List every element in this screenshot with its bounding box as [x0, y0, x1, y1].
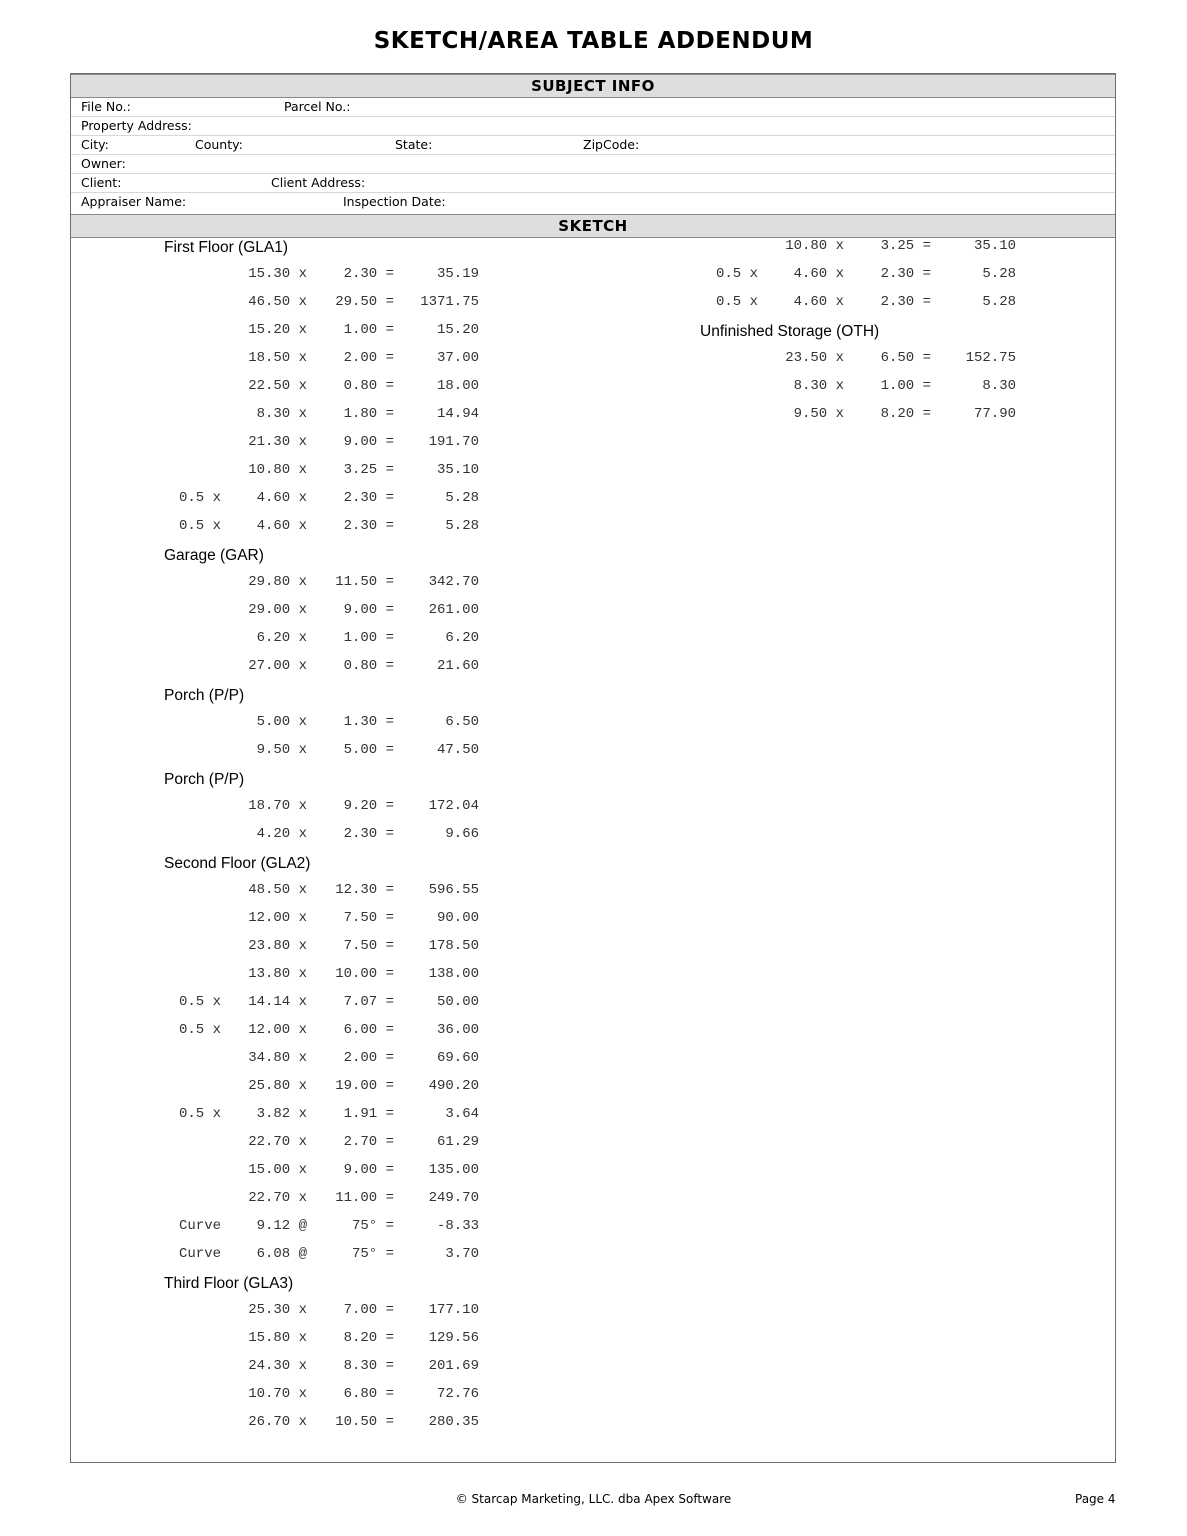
area-cell: 35.10 — [436, 462, 479, 478]
county-label: County: — [195, 137, 243, 152]
dimension-b-cell: 2.30 = — [343, 518, 394, 534]
multiplier-cell: 0.5 x — [178, 994, 221, 1010]
area-row — [71, 910, 491, 930]
zipcode-label: ZipCode: — [583, 137, 640, 152]
info-row-appraiser — [71, 193, 1115, 212]
footer-copyright: © Starcap Marketing, LLC. dba Apex Software — [455, 1492, 732, 1506]
area-cell: 61.29 — [436, 1134, 479, 1150]
area-row — [608, 294, 1028, 314]
group-title: Porch (P/P) — [164, 687, 245, 704]
inspection-date-label: Inspection Date: — [343, 194, 446, 209]
dimension-b-cell: 0.80 = — [343, 658, 394, 674]
dimension-b-cell: 2.30 = — [880, 294, 931, 310]
dimension-b-cell: 2.00 = — [343, 1050, 394, 1066]
area-row — [608, 378, 1028, 398]
dimension-b-cell: 6.80 = — [343, 1386, 394, 1402]
group-title: Porch (P/P) — [164, 771, 245, 788]
dimension-a-cell: 15.30 x — [248, 266, 307, 282]
area-cell: 596.55 — [428, 882, 479, 898]
dimension-b-cell: 1.80 = — [343, 406, 394, 422]
area-cell: 21.60 — [436, 658, 479, 674]
area-cell: 35.10 — [973, 238, 1016, 254]
area-cell: 172.04 — [428, 798, 479, 814]
page-number: Page 4 — [1075, 1492, 1116, 1506]
dimension-b-cell: 11.00 = — [335, 1190, 394, 1206]
area-row — [71, 1162, 491, 1182]
dimension-a-cell: 12.00 x — [248, 910, 307, 926]
group-title: Second Floor (GLA2) — [164, 855, 311, 872]
multiplier-cell: Curve — [178, 1218, 221, 1234]
area-row — [71, 462, 491, 482]
area-cell: 72.76 — [436, 1386, 479, 1402]
dimension-b-cell: 29.50 = — [335, 294, 394, 310]
file-no-label: File No.: — [81, 99, 131, 114]
dimension-b-cell: 8.20 = — [880, 406, 931, 422]
area-cell: -8.33 — [436, 1218, 479, 1234]
area-cell: 18.00 — [436, 378, 479, 394]
dimension-a-cell: 10.80 x — [785, 238, 844, 254]
area-row — [608, 266, 1028, 286]
dimension-a-cell: 12.00 x — [248, 1022, 307, 1038]
dimension-b-cell: 9.00 = — [343, 1162, 394, 1178]
area-cell: 201.69 — [428, 1358, 479, 1374]
area-row — [71, 826, 491, 846]
area-cell: 5.28 — [982, 294, 1016, 310]
dimension-a-cell: 6.08 @ — [256, 1246, 307, 1262]
area-row — [71, 1246, 491, 1266]
area-row — [71, 1218, 491, 1238]
area-row — [71, 798, 491, 818]
area-row — [71, 882, 491, 902]
dimension-b-cell: 1.91 = — [343, 1106, 394, 1122]
dimension-a-cell: 5.00 x — [256, 714, 307, 730]
area-row — [71, 1190, 491, 1210]
dimension-b-cell: 75° = — [351, 1246, 394, 1262]
group-title: First Floor (GLA1) — [164, 239, 289, 256]
area-row — [71, 574, 491, 594]
area-row — [71, 322, 491, 342]
sketch-header: SKETCH — [71, 214, 1115, 238]
dimension-b-cell: 7.07 = — [343, 994, 394, 1010]
dimension-a-cell: 22.70 x — [248, 1190, 307, 1206]
dimension-b-cell: 1.00 = — [343, 630, 394, 646]
info-row-file — [71, 98, 1115, 117]
area-cell: 5.28 — [445, 518, 479, 534]
dimension-a-cell: 6.20 x — [256, 630, 307, 646]
dimension-b-cell: 0.80 = — [343, 378, 394, 394]
dimension-a-cell: 4.60 x — [793, 266, 844, 282]
multiplier-cell: 0.5 x — [178, 518, 221, 534]
area-row — [71, 1358, 491, 1378]
dimension-b-cell: 11.50 = — [335, 574, 394, 590]
area-cell: 35.19 — [436, 266, 479, 282]
dimension-a-cell: 48.50 x — [248, 882, 307, 898]
dimension-b-cell: 3.25 = — [880, 238, 931, 254]
area-row — [71, 518, 491, 538]
dimension-b-cell: 7.50 = — [343, 910, 394, 926]
dimension-a-cell: 25.30 x — [248, 1302, 307, 1318]
dimension-a-cell: 29.80 x — [248, 574, 307, 590]
area-row — [71, 266, 491, 286]
addendum-frame — [70, 73, 1116, 1463]
multiplier-cell: 0.5 x — [715, 294, 758, 310]
area-cell: 135.00 — [428, 1162, 479, 1178]
dimension-a-cell: 4.20 x — [256, 826, 307, 842]
area-cell: 36.00 — [436, 1022, 479, 1038]
dimension-b-cell: 6.00 = — [343, 1022, 394, 1038]
area-row — [71, 1414, 491, 1434]
group-title: Garage (GAR) — [164, 547, 264, 564]
dimension-b-cell: 2.00 = — [343, 350, 394, 366]
area-cell: 50.00 — [436, 994, 479, 1010]
area-cell: 138.00 — [428, 966, 479, 982]
dimension-b-cell: 10.50 = — [335, 1414, 394, 1430]
dimension-a-cell: 23.50 x — [785, 350, 844, 366]
dimension-a-cell: 10.80 x — [248, 462, 307, 478]
owner-label: Owner: — [81, 156, 126, 171]
area-row — [71, 602, 491, 622]
dimension-a-cell: 15.20 x — [248, 322, 307, 338]
multiplier-cell: 0.5 x — [715, 266, 758, 282]
multiplier-cell: 0.5 x — [178, 1106, 221, 1122]
dimension-b-cell: 9.20 = — [343, 798, 394, 814]
multiplier-cell: 0.5 x — [178, 1022, 221, 1038]
client-address-label: Client Address: — [271, 175, 366, 190]
area-row — [71, 630, 491, 650]
area-cell: 77.90 — [973, 406, 1016, 422]
area-cell: 191.70 — [428, 434, 479, 450]
dimension-a-cell: 4.60 x — [256, 518, 307, 534]
group-title: Unfinished Storage (OTH) — [700, 323, 880, 340]
area-row — [71, 378, 491, 398]
area-row — [71, 294, 491, 314]
dimension-b-cell: 5.00 = — [343, 742, 394, 758]
dimension-a-cell: 15.00 x — [248, 1162, 307, 1178]
dimension-a-cell: 22.50 x — [248, 378, 307, 394]
area-row — [71, 1134, 491, 1154]
dimension-b-cell: 2.30 = — [343, 826, 394, 842]
area-cell: 152.75 — [965, 350, 1016, 366]
area-cell: 129.56 — [428, 1330, 479, 1346]
area-row — [71, 434, 491, 454]
area-cell: 249.70 — [428, 1190, 479, 1206]
dimension-a-cell: 4.60 x — [793, 294, 844, 310]
dimension-a-cell: 15.80 x — [248, 1330, 307, 1346]
dimension-b-cell: 9.00 = — [343, 434, 394, 450]
area-cell: 490.20 — [428, 1078, 479, 1094]
client-label: Client: — [81, 175, 122, 190]
dimension-b-cell: 8.30 = — [343, 1358, 394, 1374]
area-cell: 6.20 — [445, 630, 479, 646]
area-row — [608, 238, 1028, 258]
dimension-b-cell: 1.00 = — [343, 322, 394, 338]
dimension-a-cell: 9.50 x — [256, 742, 307, 758]
dimension-a-cell: 25.80 x — [248, 1078, 307, 1094]
area-cell: 69.60 — [436, 1050, 479, 1066]
area-row — [71, 1106, 491, 1126]
area-row — [71, 406, 491, 426]
dimension-a-cell: 8.30 x — [793, 378, 844, 394]
area-cell: 15.20 — [436, 322, 479, 338]
property-address-label: Property Address: — [81, 118, 192, 133]
dimension-b-cell: 2.30 = — [880, 266, 931, 282]
area-cell: 3.64 — [445, 1106, 479, 1122]
area-cell: 8.30 — [982, 378, 1016, 394]
dimension-a-cell: 8.30 x — [256, 406, 307, 422]
dimension-b-cell: 19.00 = — [335, 1078, 394, 1094]
area-cell: 90.00 — [436, 910, 479, 926]
area-row — [71, 490, 491, 510]
parcel-no-label: Parcel No.: — [284, 99, 351, 114]
dimension-a-cell: 9.12 @ — [256, 1218, 307, 1234]
dimension-a-cell: 34.80 x — [248, 1050, 307, 1066]
dimension-a-cell: 46.50 x — [248, 294, 307, 310]
area-cell: 1371.75 — [420, 294, 479, 310]
dimension-a-cell: 13.80 x — [248, 966, 307, 982]
dimension-b-cell: 6.50 = — [880, 350, 931, 366]
dimension-b-cell: 7.00 = — [343, 1302, 394, 1318]
dimension-b-cell: 2.30 = — [343, 266, 394, 282]
area-cell: 177.10 — [428, 1302, 479, 1318]
info-row-address — [71, 117, 1115, 136]
dimension-b-cell: 1.30 = — [343, 714, 394, 730]
area-cell: 9.66 — [445, 826, 479, 842]
dimension-b-cell: 2.30 = — [343, 490, 394, 506]
area-cell: 280.35 — [428, 1414, 479, 1430]
city-label: City: — [81, 137, 109, 152]
info-row-owner — [71, 155, 1115, 174]
area-row — [608, 406, 1028, 426]
dimension-b-cell: 10.00 = — [335, 966, 394, 982]
dimension-a-cell: 14.14 x — [248, 994, 307, 1010]
area-cell: 261.00 — [428, 602, 479, 618]
dimension-a-cell: 27.00 x — [248, 658, 307, 674]
multiplier-cell: Curve — [178, 1246, 221, 1262]
area-row — [71, 938, 491, 958]
dimension-a-cell: 21.30 x — [248, 434, 307, 450]
area-row — [71, 994, 491, 1014]
area-cell: 3.70 — [445, 1246, 479, 1262]
dimension-b-cell: 1.00 = — [880, 378, 931, 394]
dimension-b-cell: 12.30 = — [335, 882, 394, 898]
dimension-b-cell: 7.50 = — [343, 938, 394, 954]
area-cell: 5.28 — [982, 266, 1016, 282]
area-cell: 6.50 — [445, 714, 479, 730]
state-label: State: — [395, 137, 433, 152]
area-cell: 342.70 — [428, 574, 479, 590]
area-row — [71, 1022, 491, 1042]
area-row — [71, 742, 491, 762]
area-row — [71, 1050, 491, 1070]
dimension-a-cell: 26.70 x — [248, 1414, 307, 1430]
dimension-a-cell: 9.50 x — [793, 406, 844, 422]
area-cell: 178.50 — [428, 938, 479, 954]
area-row — [71, 1078, 491, 1098]
area-row — [71, 1386, 491, 1406]
dimension-b-cell: 3.25 = — [343, 462, 394, 478]
area-row — [608, 350, 1028, 370]
dimension-a-cell: 3.82 x — [256, 1106, 307, 1122]
area-cell: 14.94 — [436, 406, 479, 422]
area-row — [71, 966, 491, 986]
dimension-a-cell: 4.60 x — [256, 490, 307, 506]
dimension-a-cell: 29.00 x — [248, 602, 307, 618]
appraiser-name-label: Appraiser Name: — [81, 194, 187, 209]
dimension-b-cell: 8.20 = — [343, 1330, 394, 1346]
area-row — [71, 1302, 491, 1322]
area-row — [71, 350, 491, 370]
dimension-b-cell: 9.00 = — [343, 602, 394, 618]
area-cell: 47.50 — [436, 742, 479, 758]
area-row — [71, 1330, 491, 1350]
dimension-a-cell: 23.80 x — [248, 938, 307, 954]
dimension-b-cell: 2.70 = — [343, 1134, 394, 1150]
area-row — [71, 714, 491, 734]
subject-info-header: SUBJECT INFO — [71, 74, 1115, 98]
multiplier-cell: 0.5 x — [178, 490, 221, 506]
dimension-a-cell: 18.50 x — [248, 350, 307, 366]
area-cell: 37.00 — [436, 350, 479, 366]
dimension-b-cell: 75° = — [351, 1218, 394, 1234]
info-row-client — [71, 174, 1115, 193]
group-title: Third Floor (GLA3) — [164, 1275, 294, 1292]
dimension-a-cell: 18.70 x — [248, 798, 307, 814]
area-row — [71, 658, 491, 678]
page-title: SKETCH/AREA TABLE ADDENDUM — [373, 28, 814, 54]
dimension-a-cell: 10.70 x — [248, 1386, 307, 1402]
area-cell: 5.28 — [445, 490, 479, 506]
dimension-a-cell: 22.70 x — [248, 1134, 307, 1150]
dimension-a-cell: 24.30 x — [248, 1358, 307, 1374]
info-row-location — [71, 136, 1115, 155]
